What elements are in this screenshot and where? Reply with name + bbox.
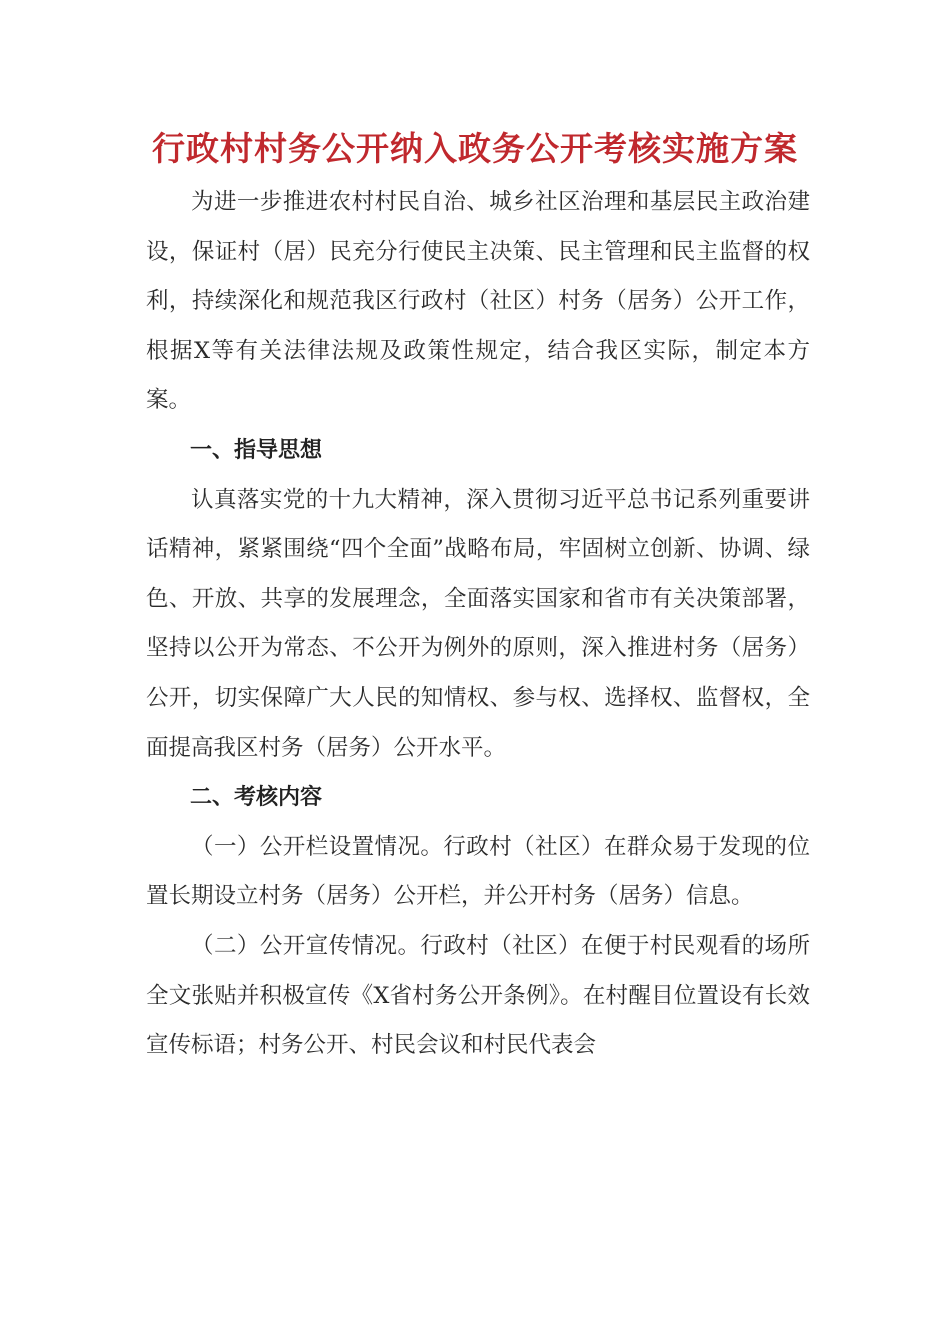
assessment-item-1-paragraph: （一）公开栏设置情况。行政村（社区）在群众易于发现的位置长期设立村务（居务）公开栏，并公开村务（居务）信息。	[146, 833, 810, 910]
document-body	[146, 178, 810, 1071]
guiding-ideology-paragraph: 认真落实党的十九大精神，深入贯彻习近平总书记系列重要讲话精神，紧紧围绕“四个全面”战略布局，牢固树立创新、协调、绿色、开放、共享的发展理念，全面落实国家和省市有关决策部署，坚持以公开为常态、不公开为例外的原则，深入推进村务（居务）公开，切实保障广大人民的知情权、参与权、选择权、监督权，全面提高我区村务（居务）公开水平。	[146, 486, 810, 761]
document-title: 行政村村务公开纳入政务公开考核实施方案	[152, 129, 798, 168]
intro-paragraph: 为进一步推进农村村民自治、城乡社区治理和基层民主政治建设，保证村（居）民充分行使民主决策、民主管理和民主监督的权利，持续深化和规范我区行政村（社区）村务（居务）公开工作，根据X等有关法律法规及政策性规定，结合我区实际，制定本方案。	[146, 189, 810, 414]
section-heading-assessment-content: 二、考核内容	[190, 785, 323, 811]
section-heading-guiding-ideology: 一、指导思想	[190, 437, 323, 463]
assessment-item-2-paragraph: （二）公开宣传情况。行政村（社区）在便于村民观看的场所全文张贴并积极宣传《X省村务公开条例》。在村醒目位置设有长效宣传标语；村务公开、村民会议和村民代表会	[146, 932, 810, 1059]
